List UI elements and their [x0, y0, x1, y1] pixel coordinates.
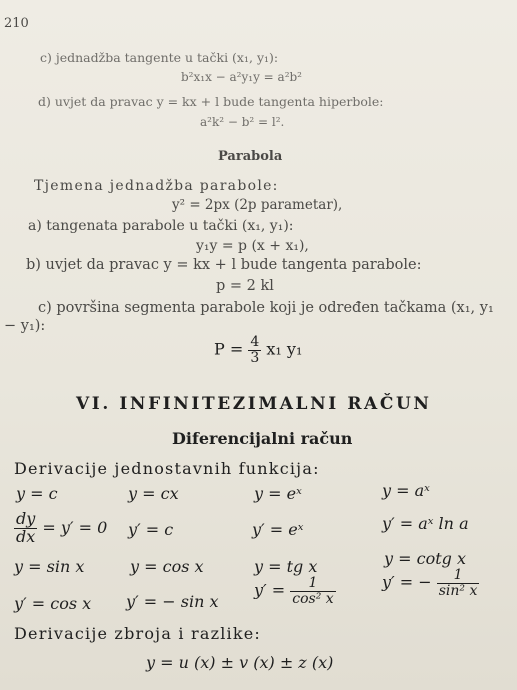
parabola-area-formula	[214, 335, 302, 365]
area-rhs: x₁ y₁	[266, 339, 303, 359]
deriv-r2-c2: y′ = c	[128, 520, 174, 539]
parabola-vertex-label: Tjemena jednadžba parabole:	[34, 178, 279, 194]
deriv-r4-c2: y′ = − sin x	[126, 592, 219, 611]
deriv-r4-c3	[254, 576, 336, 606]
parabola-item-a-label: a) tangenata parabole u tački (x₁, y₁):	[28, 218, 294, 234]
area-fraction	[248, 335, 261, 365]
area-fraction-den: 3	[250, 349, 260, 366]
derivatives-heading: Derivacije jednostavnih funkcija:	[14, 459, 320, 478]
r4c4-den: sin² x	[438, 582, 478, 599]
hyperbola-item-d-label: d) uvjet da pravac y = kx + l bude tangenta hiperbole:	[38, 94, 384, 109]
r4c3-den: cos² x	[292, 590, 334, 607]
deriv-r3-c4: y = cotg x	[384, 549, 466, 568]
deriv-r1-c2: y = cx	[128, 484, 179, 503]
sum-rule-heading: Derivacije zbroja i razlike:	[14, 624, 261, 643]
r4c3-num: 1	[290, 576, 335, 592]
dx: dx	[16, 526, 36, 546]
page-number: 210	[4, 16, 29, 31]
deriv-r1-c3: y = eˣ	[254, 484, 302, 503]
deriv-r1-c4: y = aˣ	[382, 481, 430, 500]
parabola-item-a-formula: y₁y = p (x + x₁),	[196, 238, 309, 254]
chapter-subtitle: Diferencijalni račun	[172, 429, 353, 448]
dy-dx-rest: = y′ = 0	[42, 517, 108, 537]
deriv-r3-c1: y = sin x	[14, 557, 85, 576]
deriv-r2-c4: y′ = aˣ ln a	[382, 514, 469, 533]
r4c3-fraction	[290, 576, 335, 606]
deriv-r2-c1	[14, 511, 107, 546]
hyperbola-item-d-formula: a²k² − b² = l².	[200, 115, 285, 129]
parabola-item-c-cont: − y₁):	[4, 318, 46, 334]
deriv-r3-c2: y = cos x	[130, 557, 204, 576]
r4c4-lhs: y′ = −	[382, 572, 432, 592]
deriv-r2-c3: y′ = eˣ	[252, 520, 304, 539]
deriv-r1-c1: y = c	[16, 484, 58, 503]
dy-dx-fraction	[14, 511, 37, 546]
r4c3-lhs: y′ =	[254, 580, 286, 600]
hyperbola-item-c-formula: b²x₁x − a²y₁y = a²b²	[181, 70, 302, 84]
parabola-item-b-formula: p = 2 kl	[216, 278, 274, 294]
r4c4-num: 1	[437, 568, 480, 584]
deriv-r3-c3: y = tg x	[254, 557, 318, 576]
parabola-item-c-label: c) površina segmenta parabole koji je određen tačkama (x₁, y₁	[38, 300, 494, 316]
deriv-r4-c1: y′ = cos x	[14, 594, 92, 613]
area-lhs: P =	[214, 339, 244, 359]
parabola-item-b-label: b) uvjet da pravac y = kx + l bude tangenta parabole:	[26, 257, 422, 273]
area-fraction-num: 4	[250, 334, 260, 350]
sum-rule-formula: y = u (x) ± v (x) ± z (x)	[146, 653, 334, 672]
hyperbola-item-c-label: c) jednadžba tangente u tački (x₁, y₁):	[40, 50, 279, 65]
r4c4-fraction	[437, 568, 480, 598]
chapter-title: VI. INFINITEZIMALNI RAČUN	[76, 394, 432, 414]
dy: dy	[16, 509, 36, 528]
parabola-heading: Parabola	[218, 149, 283, 164]
deriv-r4-c4	[382, 568, 479, 598]
parabola-vertex-formula: y² = 2px (2p parametar),	[172, 197, 343, 213]
